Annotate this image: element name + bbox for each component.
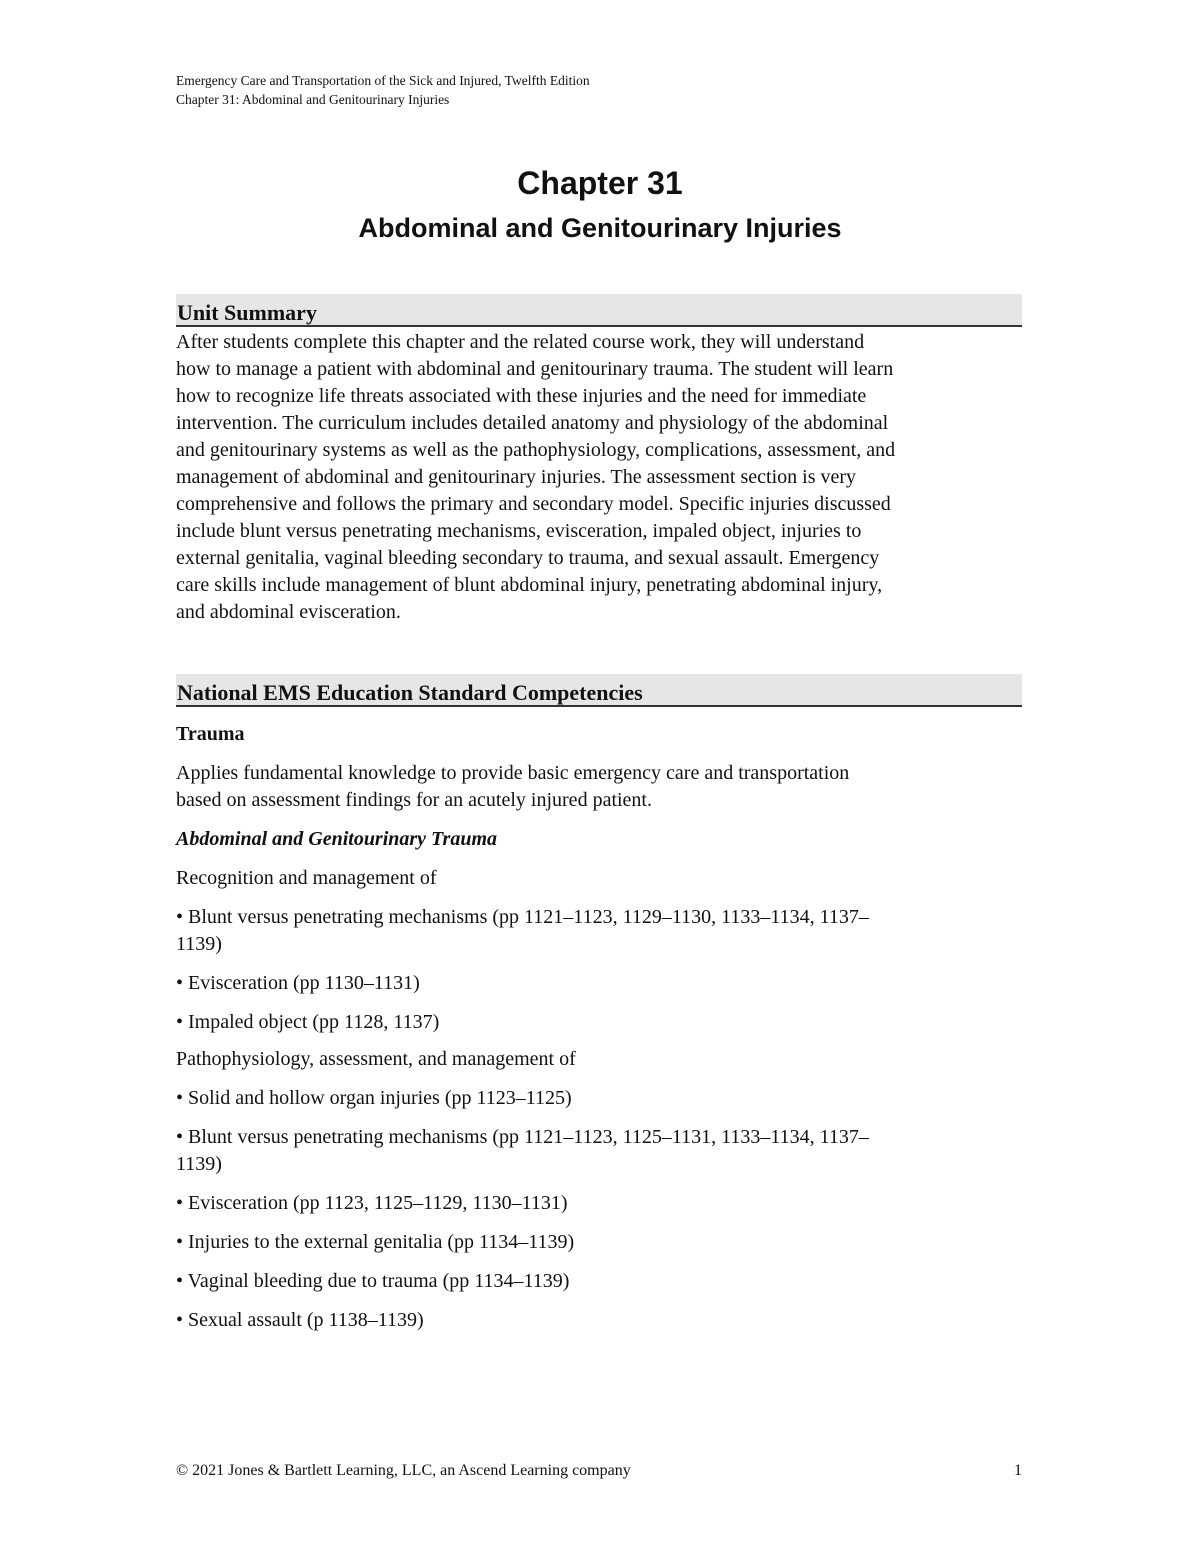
unit-summary-text: [176, 329, 1036, 626]
text-line: and genitourinary systems as well as the pathophysiology, complications, assessment, and: [176, 439, 896, 461]
list-item-line: • Sexual assault (p 1138–1139): [176, 1309, 424, 1331]
list-item-line: • Evisceration (pp 1123, 1125–1129, 1130–1131): [176, 1192, 568, 1214]
list-item-line: 1139): [176, 933, 222, 955]
list-item-line: • Injuries to the external genitalia (pp 1134–1139): [176, 1231, 575, 1253]
list-item-line: • Blunt versus penetrating mechanisms (pp 1121–1123, 1129–1130, 1133–1134, 1137–: [176, 906, 869, 928]
list-item: [176, 1190, 1036, 1217]
list-item-line: • Blunt versus penetrating mechanisms (pp 1121–1123, 1125–1131, 1133–1134, 1137–: [176, 1126, 869, 1148]
text-line: comprehensive and follows the primary and secondary model. Specific injuries discussed: [176, 493, 891, 515]
recognition-label: Recognition and management of: [176, 867, 437, 889]
running-header: [176, 71, 590, 109]
list-item: [176, 1229, 1036, 1256]
trauma-subheading: Trauma: [176, 723, 245, 745]
list-item: [176, 970, 1036, 997]
topic-heading: Abdominal and Genitourinary Trauma: [176, 828, 497, 850]
text-line: After students complete this chapter and the related course work, they will understand: [176, 331, 865, 353]
header-chapter: Chapter 31: Abdominal and Genitourinary Injuries: [176, 92, 450, 107]
list-item-line: • Impaled object (pp 1128, 1137): [176, 1011, 440, 1033]
text-line: how to recognize life threats associated with these injuries and the need for immediate: [176, 385, 867, 407]
text-line: intervention. The curriculum includes detailed anatomy and physiology of the abdominal: [176, 412, 889, 434]
patho-list: [176, 1085, 1036, 1346]
recognition-list: [176, 904, 1036, 1048]
unit-summary-heading: Unit Summary: [176, 294, 1022, 327]
text-line: include blunt versus penetrating mechanisms, evisceration, impaled object, injuries to: [176, 520, 862, 542]
list-item: [176, 1268, 1036, 1295]
text-line: management of abdominal and genitourinary injuries. The assessment section is very: [176, 466, 857, 488]
page-number: 1: [1014, 1462, 1022, 1479]
list-item: [176, 1307, 1036, 1334]
text-line: how to manage a patient with abdominal and genitourinary trauma. The student will learn: [176, 358, 894, 380]
list-item-line: • Solid and hollow organ injuries (pp 1123–1125): [176, 1087, 572, 1109]
header-book-title: Emergency Care and Transportation of the Sick and Injured, Twelfth Edition: [176, 73, 590, 88]
text-line: care skills include management of blunt abdominal injury, penetrating abdominal injury,: [176, 574, 883, 596]
text-line: and abdominal evisceration.: [176, 601, 401, 623]
trauma-intro: [176, 760, 1036, 814]
competencies-heading: National EMS Education Standard Competencies: [176, 674, 1022, 707]
chapter-number: Chapter 31: [517, 165, 683, 201]
text-line: based on assessment findings for an acutely injured patient.: [176, 789, 652, 811]
list-item-line: 1139): [176, 1153, 222, 1175]
patho-label: Pathophysiology, assessment, and management of: [176, 1048, 576, 1070]
text-line: Applies fundamental knowledge to provide basic emergency care and transportation: [176, 762, 850, 784]
list-item: [176, 1124, 1036, 1178]
chapter-title: Abdominal and Genitourinary Injuries: [358, 213, 842, 243]
list-item: [176, 1085, 1036, 1112]
list-item: [176, 1009, 1036, 1036]
list-item: [176, 904, 1036, 958]
footer-copyright: © 2021 Jones & Bartlett Learning, LLC, an Ascend Learning company: [176, 1462, 631, 1479]
text-line: external genitalia, vaginal bleeding secondary to trauma, and sexual assault. Emergency: [176, 547, 880, 569]
list-item-line: • Evisceration (pp 1130–1131): [176, 972, 420, 994]
list-item-line: • Vaginal bleeding due to trauma (pp 1134–1139): [176, 1270, 570, 1292]
